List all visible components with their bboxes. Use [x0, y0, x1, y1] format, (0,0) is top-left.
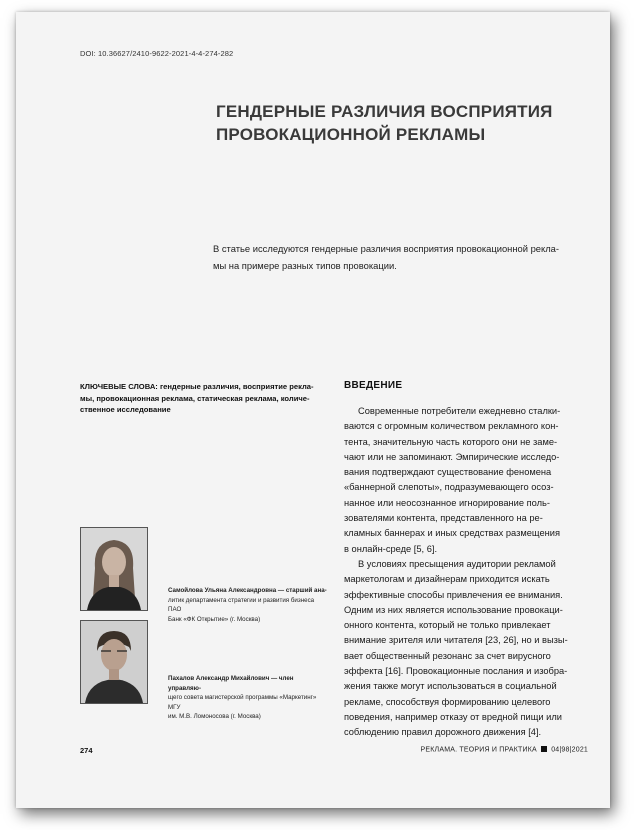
author-line: литик департамента стратегии и развития бизнеса ПАО — [168, 596, 315, 613]
author-photo-samoylova — [80, 527, 148, 611]
text-line: «баннерной слепоты», подразумевающего осоз- — [344, 482, 554, 493]
section-heading: ВВЕДЕНИЕ — [344, 380, 403, 391]
text-line: В условиях пресыщения аудитории рекламой — [358, 558, 556, 569]
text-line: кламных баннерах и иных средствах размещения — [344, 528, 561, 539]
author-line: Банк «ФК Открытие» (г. Москва) — [168, 615, 261, 623]
author-line: им. М.В. Ломоносова (г. Москва) — [168, 713, 261, 720]
text-line: соблюдению правил дорожного движения [4]. — [344, 727, 542, 738]
author-photo-pakhalov — [80, 620, 148, 704]
journal-footer — [421, 746, 588, 754]
paragraph-1 — [344, 404, 588, 557]
text-line: эффективные способы привлечения ее внимания. — [344, 589, 563, 600]
text-line: поведения, например отказу от вредной пищи или — [344, 711, 562, 722]
text-line: вает общественный резонанс за счет вирусного — [344, 650, 551, 661]
title-line: ГЕНДЕРНЫЕ РАЗЛИЧИЯ ВОСПРИЯТИЯ — [216, 102, 553, 121]
article-title — [216, 100, 596, 146]
author-caption-samoylova — [168, 586, 328, 624]
text-line: рекламе, способствуя формированию целевого — [344, 696, 551, 707]
keywords-line: мы, провокационная реклама, статическая реклама, количе- — [80, 393, 310, 403]
author-line: Самойлова Ульяна Александровна — старший ана- — [168, 587, 327, 594]
text-line: нанное или неосознанное игнорирование поль- — [344, 497, 550, 508]
body-text — [344, 404, 588, 741]
doi-line: DOI: 10.36627/2410-9622-2021-4-4-274-282 — [80, 49, 234, 58]
abstract-line: В статье исследуются гендерные различия восприятия провокационной рекла- — [213, 243, 560, 254]
journal-name: РЕКЛАМА. ТЕОРИЯ И ПРАКТИКА — [420, 746, 537, 754]
author-caption-pakhalov — [168, 674, 328, 722]
journal-page — [16, 12, 610, 808]
keywords-line: КЛЮЧЕВЫЕ СЛОВА: гендерные различия, восприятие рекла- — [80, 382, 314, 391]
keywords-line: ственное исследование — [80, 405, 171, 414]
abstract-line: мы на примере разных типов провокации. — [213, 260, 397, 271]
author-line: щего совета магистерской программы «Маркетинг» МГУ — [168, 694, 317, 711]
text-line: зователями контента, представленного на ре- — [344, 513, 543, 524]
text-line: жения также могут использоваться в социальной — [344, 681, 557, 692]
text-line: тента, значительную часть которого они не заме- — [344, 436, 558, 447]
text-line: в онлайн-среде [5, 6]. — [344, 543, 438, 554]
text-line: Современные потребители ежедневно сталки- — [358, 406, 561, 416]
journal-issue: 04|98|2021 — [551, 746, 588, 754]
page-number: 274 — [80, 746, 93, 755]
title-line: ПРОВОКАЦИОННОЙ РЕКЛАМЫ — [216, 125, 486, 144]
text-line: внимание зрителя или читателя [23, 26], но и вызы- — [344, 635, 568, 646]
text-line: маркетологам и дизайнерам приходится искать — [344, 574, 550, 585]
text-line: эффекта [16]. Провокационные послания и изобра- — [344, 666, 568, 677]
text-line: ваются с огромным количеством рекламного кон- — [344, 421, 559, 432]
square-icon — [541, 746, 547, 752]
keywords — [80, 381, 324, 416]
text-line: вания подтверждают существование феномена — [344, 467, 552, 478]
text-line: чают или не запоминают. Эмпирические исследо- — [344, 451, 560, 462]
text-line: онного контента, который не только привлекает — [344, 620, 551, 631]
abstract — [213, 240, 593, 274]
text-line: Одним из них является использование провокаци- — [344, 604, 563, 615]
author-line: Пахалов Александр Михайлович — член управляю- — [168, 675, 294, 692]
paragraph-2 — [344, 557, 588, 741]
